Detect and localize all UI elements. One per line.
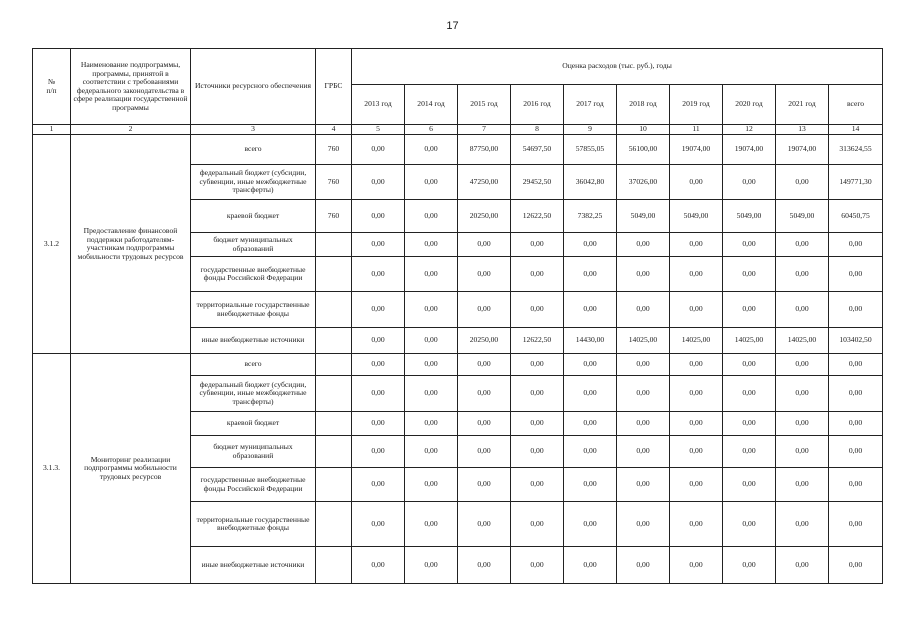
column-number: 4: [316, 125, 352, 135]
year-value: 0,00: [723, 436, 776, 468]
year-value: 0,00: [670, 376, 723, 412]
year-value: 5049,00: [723, 200, 776, 233]
section-code: 3.1.3.: [33, 354, 71, 584]
year-value: 0,00: [352, 200, 405, 233]
year-value: 14430,00: [564, 328, 617, 354]
year-value: 36042,80: [564, 165, 617, 200]
year-value: 29452,50: [511, 165, 564, 200]
total-value: 0,00: [829, 354, 883, 376]
year-value: 5049,00: [617, 200, 670, 233]
column-number: 3: [191, 125, 316, 135]
year-value: 0,00: [458, 412, 511, 436]
year-value: 0,00: [405, 468, 458, 502]
funding-source: краевой бюджет: [191, 412, 316, 436]
funding-source: федеральный бюджет (субсидии, субвенции, иные межбюджетные трансферты): [191, 376, 316, 412]
funding-source: краевой бюджет: [191, 200, 316, 233]
total-value: 0,00: [829, 257, 883, 292]
year-value: 0,00: [670, 468, 723, 502]
total-value: 0,00: [829, 292, 883, 328]
grbs-code: [316, 328, 352, 354]
year-value: 0,00: [511, 412, 564, 436]
year-value: 0,00: [617, 257, 670, 292]
column-number: 1: [33, 125, 71, 135]
year-value: 54697,50: [511, 135, 564, 165]
year-value: 57855,05: [564, 135, 617, 165]
year-value: 0,00: [723, 376, 776, 412]
year-value: 0,00: [405, 165, 458, 200]
header-sources: Источники ресурсного обеспечения: [191, 49, 316, 125]
year-value: 14025,00: [776, 328, 829, 354]
year-value: 0,00: [352, 165, 405, 200]
year-value: 0,00: [405, 328, 458, 354]
total-value: 0,00: [829, 547, 883, 584]
year-value: 0,00: [723, 412, 776, 436]
year-value: 12622,50: [511, 200, 564, 233]
grbs-code: [316, 412, 352, 436]
year-value: 0,00: [352, 233, 405, 257]
year-value: 0,00: [670, 233, 723, 257]
year-value: 0,00: [564, 257, 617, 292]
grbs-code: [316, 502, 352, 547]
grbs-code: [316, 547, 352, 584]
year-value: 7382,25: [564, 200, 617, 233]
grbs-code: 760: [316, 165, 352, 200]
year-value: 0,00: [723, 165, 776, 200]
year-value: 0,00: [511, 354, 564, 376]
funding-source: бюджет муниципальных образований: [191, 436, 316, 468]
year-value: 0,00: [511, 292, 564, 328]
grbs-code: [316, 233, 352, 257]
column-number: 8: [511, 125, 564, 135]
year-value: 19074,00: [670, 135, 723, 165]
table-row: [33, 135, 883, 165]
year-value: 0,00: [564, 502, 617, 547]
page-number: 17: [446, 20, 459, 32]
header-name: Наименование подпрограммы, программы, принятой в соответствии с требованиями федерального законодательства в сфере реализации государственной программы: [71, 49, 191, 125]
year-value: 0,00: [776, 257, 829, 292]
year-value: 0,00: [405, 233, 458, 257]
year-value: 0,00: [458, 292, 511, 328]
header-year: 2018 год: [617, 85, 670, 125]
year-value: 0,00: [511, 468, 564, 502]
year-value: 0,00: [670, 412, 723, 436]
total-value: 0,00: [829, 502, 883, 547]
year-value: 0,00: [723, 468, 776, 502]
total-value: 0,00: [829, 412, 883, 436]
section-name: Предоставление финансовой поддержки работодателям-участникам подпрограммы мобильности трудовых ресурсов: [71, 135, 191, 354]
year-value: 0,00: [564, 354, 617, 376]
year-value: 0,00: [511, 436, 564, 468]
year-value: 0,00: [564, 292, 617, 328]
year-value: 0,00: [670, 547, 723, 584]
column-number: 5: [352, 125, 405, 135]
year-value: 0,00: [564, 233, 617, 257]
column-number: 14: [829, 125, 883, 135]
column-number-row: [33, 125, 883, 135]
year-value: 0,00: [564, 412, 617, 436]
total-value: 103402,50: [829, 328, 883, 354]
header-year: 2017 год: [564, 85, 617, 125]
year-value: 0,00: [352, 328, 405, 354]
year-value: 0,00: [670, 502, 723, 547]
budget-table: [32, 48, 883, 584]
year-value: 0,00: [458, 376, 511, 412]
table-body: [33, 135, 883, 584]
header-year: 2013 год: [352, 85, 405, 125]
year-value: 0,00: [405, 412, 458, 436]
year-value: 0,00: [776, 233, 829, 257]
year-value: 0,00: [511, 547, 564, 584]
year-value: 0,00: [405, 292, 458, 328]
total-value: 60450,75: [829, 200, 883, 233]
column-number: 6: [405, 125, 458, 135]
year-value: 0,00: [617, 354, 670, 376]
header-year: 2020 год: [723, 85, 776, 125]
year-value: 0,00: [352, 436, 405, 468]
year-value: 0,00: [617, 502, 670, 547]
year-value: 0,00: [617, 233, 670, 257]
year-value: 0,00: [776, 376, 829, 412]
funding-source: всего: [191, 354, 316, 376]
funding-source: бюджет муниципальных образований: [191, 233, 316, 257]
section-code: 3.1.2: [33, 135, 71, 354]
grbs-code: [316, 468, 352, 502]
header-estimate: Оценка расходов (тыс. руб.), годы: [352, 49, 883, 85]
header-num: № п/п: [33, 49, 71, 125]
header-year: 2019 год: [670, 85, 723, 125]
year-value: 0,00: [511, 376, 564, 412]
year-value: 14025,00: [617, 328, 670, 354]
funding-source: всего: [191, 135, 316, 165]
column-number: 11: [670, 125, 723, 135]
year-value: 14025,00: [723, 328, 776, 354]
grbs-code: 760: [316, 135, 352, 165]
year-value: 20250,00: [458, 328, 511, 354]
year-value: 0,00: [352, 468, 405, 502]
year-value: 19074,00: [723, 135, 776, 165]
year-value: 19074,00: [776, 135, 829, 165]
year-value: 12622,50: [511, 328, 564, 354]
year-value: 0,00: [670, 292, 723, 328]
year-value: 0,00: [723, 292, 776, 328]
year-value: 5049,00: [670, 200, 723, 233]
year-value: 0,00: [405, 547, 458, 584]
year-value: 0,00: [405, 502, 458, 547]
year-value: 0,00: [405, 354, 458, 376]
year-value: 0,00: [458, 468, 511, 502]
column-number: 2: [71, 125, 191, 135]
year-value: 0,00: [458, 233, 511, 257]
year-value: 0,00: [405, 436, 458, 468]
year-value: 0,00: [776, 468, 829, 502]
header-year: 2016 год: [511, 85, 564, 125]
year-value: 0,00: [511, 257, 564, 292]
year-value: 0,00: [564, 436, 617, 468]
year-value: 47250,00: [458, 165, 511, 200]
year-value: 56100,00: [617, 135, 670, 165]
year-value: 0,00: [776, 292, 829, 328]
year-value: 0,00: [352, 547, 405, 584]
total-value: 0,00: [829, 436, 883, 468]
year-value: 0,00: [511, 502, 564, 547]
column-number: 7: [458, 125, 511, 135]
header-total: всего: [829, 85, 883, 125]
total-value: 0,00: [829, 468, 883, 502]
year-value: 0,00: [776, 412, 829, 436]
year-value: 0,00: [458, 547, 511, 584]
year-value: 0,00: [511, 233, 564, 257]
year-value: 0,00: [458, 354, 511, 376]
year-value: 0,00: [617, 547, 670, 584]
year-value: 0,00: [405, 200, 458, 233]
funding-source: иные внебюджетные источники: [191, 328, 316, 354]
year-value: 0,00: [776, 547, 829, 584]
funding-source: государственные внебюджетные фонды Российской Федерации: [191, 468, 316, 502]
year-value: 0,00: [670, 257, 723, 292]
year-value: 0,00: [776, 354, 829, 376]
header-year: 2015 год: [458, 85, 511, 125]
year-value: 0,00: [405, 376, 458, 412]
total-value: 0,00: [829, 376, 883, 412]
year-value: 14025,00: [670, 328, 723, 354]
header-year: 2021 год: [776, 85, 829, 125]
year-value: 0,00: [723, 547, 776, 584]
year-value: 0,00: [352, 257, 405, 292]
column-number: 13: [776, 125, 829, 135]
grbs-code: 760: [316, 200, 352, 233]
funding-source: территориальные государственные внебюджетные фонды: [191, 502, 316, 547]
column-number: 12: [723, 125, 776, 135]
total-value: 313624,55: [829, 135, 883, 165]
year-value: 0,00: [458, 257, 511, 292]
year-value: 0,00: [458, 502, 511, 547]
grbs-code: [316, 436, 352, 468]
year-value: 0,00: [617, 376, 670, 412]
year-value: 0,00: [405, 135, 458, 165]
funding-source: территориальные государственные внебюджетные фонды: [191, 292, 316, 328]
year-value: 87750,00: [458, 135, 511, 165]
year-value: 0,00: [352, 376, 405, 412]
funding-source: федеральный бюджет (субсидии, субвенции, иные межбюджетные трансферты): [191, 165, 316, 200]
grbs-code: [316, 257, 352, 292]
year-value: 0,00: [723, 354, 776, 376]
year-value: 0,00: [352, 502, 405, 547]
year-value: 0,00: [352, 354, 405, 376]
year-value: 0,00: [723, 233, 776, 257]
year-value: 0,00: [776, 502, 829, 547]
year-value: 0,00: [352, 135, 405, 165]
year-value: 37026,00: [617, 165, 670, 200]
table-row: [33, 354, 883, 376]
year-value: 20250,00: [458, 200, 511, 233]
year-value: 0,00: [352, 292, 405, 328]
year-value: 0,00: [670, 165, 723, 200]
funding-source: иные внебюджетные источники: [191, 547, 316, 584]
header-year: 2014 год: [405, 85, 458, 125]
year-value: 0,00: [617, 468, 670, 502]
year-value: 0,00: [617, 412, 670, 436]
year-value: 0,00: [617, 436, 670, 468]
year-value: 0,00: [670, 354, 723, 376]
grbs-code: [316, 292, 352, 328]
year-value: 0,00: [564, 547, 617, 584]
year-value: 0,00: [564, 376, 617, 412]
year-value: 0,00: [352, 412, 405, 436]
grbs-code: [316, 354, 352, 376]
year-value: 0,00: [723, 502, 776, 547]
column-number: 9: [564, 125, 617, 135]
year-value: 0,00: [617, 292, 670, 328]
year-value: 0,00: [564, 468, 617, 502]
year-value: 0,00: [458, 436, 511, 468]
grbs-code: [316, 376, 352, 412]
year-value: 0,00: [776, 165, 829, 200]
funding-source: государственные внебюджетные фонды Российской Федерации: [191, 257, 316, 292]
section-name: Мониторинг реализации подпрограммы мобильности трудовых ресурсов: [71, 354, 191, 584]
year-value: 0,00: [405, 257, 458, 292]
year-value: 0,00: [776, 436, 829, 468]
column-number: 10: [617, 125, 670, 135]
year-value: 0,00: [670, 436, 723, 468]
year-value: 0,00: [723, 257, 776, 292]
header-grbs: ГРБС: [316, 49, 352, 125]
year-value: 5049,00: [776, 200, 829, 233]
total-value: 0,00: [829, 233, 883, 257]
total-value: 149771,30: [829, 165, 883, 200]
